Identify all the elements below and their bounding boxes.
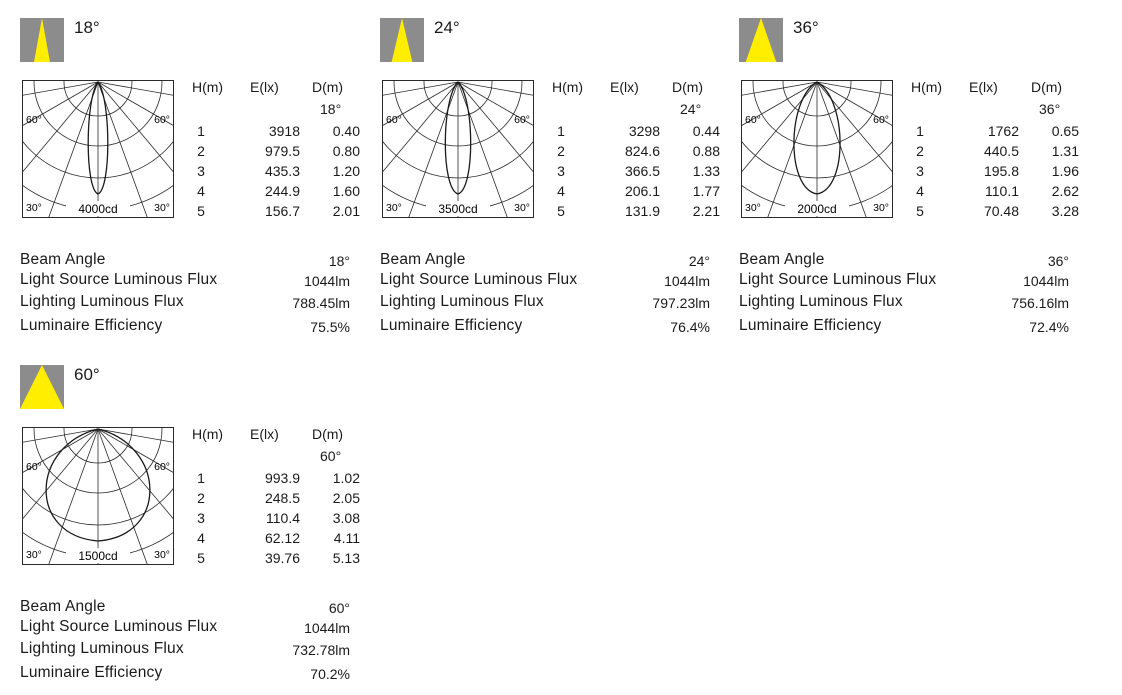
spec-value: 1044lm (1023, 273, 1069, 289)
cell-h: 3 (916, 163, 924, 179)
cell-d: 3.28 (1051, 203, 1079, 219)
header-height: H(m) (911, 79, 943, 95)
cell-e: 366.5 (624, 163, 660, 179)
spec-value: 75.5% (310, 319, 350, 335)
cell-e: 3918 (268, 123, 300, 139)
header-diameter: D(m) (312, 79, 344, 95)
polar-label-left-30: 30° (386, 202, 402, 214)
header-illuminance: E(lx) (969, 79, 998, 95)
cell-d: 5.13 (332, 550, 360, 566)
spec-label: Luminaire Efficiency (20, 317, 163, 334)
cell-h: 1 (557, 123, 565, 139)
spec-label: Lighting Luminous Flux (20, 640, 184, 657)
spec-label: Beam Angle (20, 251, 106, 268)
cell-d: 0.80 (332, 143, 360, 159)
cell-e: 206.1 (624, 183, 660, 199)
diameter-angle-label: 60° (320, 448, 342, 464)
cell-h: 1 (197, 470, 205, 486)
cell-e: 110.1 (985, 183, 1019, 199)
spec-value: 1044lm (304, 273, 350, 289)
header-diameter: D(m) (672, 79, 704, 95)
cell-e: 824.6 (624, 143, 660, 159)
cell-h: 5 (197, 203, 205, 219)
polar-label-left-60: 60° (26, 461, 42, 473)
cell-d: 1.02 (332, 470, 360, 486)
cell-h: 5 (197, 550, 205, 566)
cell-e: 131.9 (624, 203, 660, 219)
cell-h: 2 (557, 143, 565, 159)
header-illuminance: E(lx) (250, 426, 279, 442)
polar-label-right-30: 30° (154, 202, 170, 214)
spec-label: Light Source Luminous Flux (20, 271, 218, 288)
cell-e: 993.9 (264, 470, 300, 486)
beam-cone-icon (20, 18, 64, 62)
spec-value: 797.23lm (652, 295, 710, 311)
polar-label-left-30: 30° (26, 549, 42, 561)
spec-value: 70.2% (310, 666, 350, 682)
candela-label: 4000cd (78, 202, 118, 216)
cell-h: 4 (197, 530, 205, 546)
header-diameter: D(m) (312, 426, 344, 442)
spec-value: 756.16lm (1011, 295, 1069, 311)
spec-value: 18° (328, 253, 350, 269)
spec-row-beam-angle (20, 598, 350, 620)
spec-value: 60° (328, 600, 350, 616)
spec-row-source-flux (20, 271, 350, 293)
spec-value: 732.78lm (292, 642, 350, 658)
beam-panel-2 (380, 18, 720, 348)
polar-label-left-30: 30° (26, 202, 42, 214)
spec-value: 24° (688, 253, 710, 269)
beam-angle-title: 18° (74, 18, 100, 37)
spec-label: Luminaire Efficiency (380, 317, 523, 334)
spec-label: Beam Angle (739, 251, 825, 268)
polar-label-left-30: 30° (745, 202, 761, 214)
beam-angle-title: 60° (74, 365, 100, 384)
cell-h: 2 (197, 143, 205, 159)
cell-d: 1.20 (332, 163, 360, 179)
spec-row-efficiency (20, 664, 350, 686)
cell-e: 62.12 (264, 530, 300, 546)
polar-label-right-30: 30° (873, 202, 889, 214)
spec-row-beam-angle (20, 251, 350, 273)
cell-d: 1.77 (692, 183, 720, 199)
spec-row-efficiency (380, 317, 710, 339)
cell-h: 1 (916, 123, 924, 139)
cell-e: 3298 (628, 123, 660, 139)
beam-panel-1 (20, 18, 360, 348)
cell-d: 1.33 (692, 163, 720, 179)
header-illuminance: E(lx) (250, 79, 279, 95)
spec-row-efficiency (739, 317, 1069, 339)
polar-label-left-60: 60° (386, 114, 402, 126)
spec-row-lighting-flux (380, 293, 710, 315)
cell-h: 4 (197, 183, 205, 199)
polar-intensity-diagram (382, 80, 534, 222)
beam-cone-icon (20, 365, 64, 409)
header-diameter: D(m) (1031, 79, 1063, 95)
beam-panel-4 (20, 365, 360, 695)
cell-e: 156.7 (264, 203, 300, 219)
spec-value: 72.4% (1029, 319, 1069, 335)
polar-intensity-diagram (22, 80, 174, 222)
cell-e: 440.5 (983, 143, 1019, 159)
cell-e: 435.3 (264, 163, 300, 179)
spec-label: Luminaire Efficiency (20, 664, 163, 681)
spec-label: Luminaire Efficiency (739, 317, 882, 334)
spec-row-beam-angle (739, 251, 1069, 273)
cell-e: 39.76 (264, 550, 300, 566)
spec-row-efficiency (20, 317, 350, 339)
polar-intensity-diagram (741, 80, 893, 222)
cell-e: 244.9 (264, 183, 300, 199)
spec-label: Beam Angle (380, 251, 466, 268)
polar-intensity-diagram (22, 427, 174, 569)
polar-label-right-60: 60° (154, 114, 170, 126)
spec-row-lighting-flux (739, 293, 1069, 315)
polar-label-right-60: 60° (154, 461, 170, 473)
cell-h: 2 (916, 143, 924, 159)
polar-label-left-60: 60° (26, 114, 42, 126)
spec-row-lighting-flux (20, 640, 350, 662)
beam-angle-title: 36° (793, 18, 819, 37)
header-illuminance: E(lx) (610, 79, 639, 95)
cell-d: 2.05 (332, 490, 360, 506)
cell-d: 1.60 (332, 183, 360, 199)
cell-d: 0.88 (692, 143, 720, 159)
cell-d: 0.65 (1051, 123, 1079, 139)
cell-h: 4 (557, 183, 565, 199)
cell-h: 3 (197, 163, 205, 179)
spec-label: Lighting Luminous Flux (380, 293, 544, 310)
header-height: H(m) (192, 79, 224, 95)
cell-d: 0.44 (692, 123, 720, 139)
beam-panel-3 (739, 18, 1079, 348)
spec-row-source-flux (20, 618, 350, 640)
spec-row-source-flux (739, 271, 1069, 293)
cell-d: 0.40 (332, 123, 360, 139)
cell-h: 5 (557, 203, 565, 219)
spec-value: 1044lm (664, 273, 710, 289)
spec-value: 76.4% (670, 319, 710, 335)
header-height: H(m) (192, 426, 224, 442)
cell-h: 5 (916, 203, 924, 219)
spec-value: 788.45lm (292, 295, 350, 311)
cell-d: 2.21 (692, 203, 720, 219)
cell-e: 110.4 (266, 510, 300, 526)
candela-label: 1500cd (78, 549, 118, 563)
cell-h: 3 (197, 510, 205, 526)
spec-row-source-flux (380, 271, 710, 293)
cell-e: 248.5 (264, 490, 300, 506)
spec-row-lighting-flux (20, 293, 350, 315)
polar-label-right-30: 30° (514, 202, 530, 214)
candela-label: 2000cd (797, 202, 837, 216)
cell-d: 4.11 (333, 530, 360, 546)
candela-label: 3500cd (438, 202, 478, 216)
spec-label: Light Source Luminous Flux (739, 271, 937, 288)
spec-label: Beam Angle (20, 598, 106, 615)
cell-h: 3 (557, 163, 565, 179)
cell-e: 70.48 (983, 203, 1019, 219)
spec-label: Lighting Luminous Flux (739, 293, 903, 310)
spec-row-beam-angle (380, 251, 710, 273)
cell-d: 2.01 (332, 203, 360, 219)
cell-d: 3.08 (332, 510, 360, 526)
diameter-angle-label: 18° (320, 101, 342, 117)
spec-value: 1044lm (304, 620, 350, 636)
cell-h: 1 (197, 123, 205, 139)
spec-label: Light Source Luminous Flux (20, 618, 218, 635)
cell-d: 2.62 (1051, 183, 1079, 199)
cell-d: 1.96 (1051, 163, 1079, 179)
polar-label-left-60: 60° (745, 114, 761, 126)
spec-label: Light Source Luminous Flux (380, 271, 578, 288)
cell-h: 4 (916, 183, 924, 199)
cell-e: 195.8 (983, 163, 1019, 179)
cell-h: 2 (197, 490, 205, 506)
polar-label-right-30: 30° (154, 549, 170, 561)
header-height: H(m) (552, 79, 584, 95)
polar-label-right-60: 60° (873, 114, 889, 126)
cell-e: 979.5 (264, 143, 300, 159)
diameter-angle-label: 36° (1039, 101, 1061, 117)
beam-cone-icon (380, 18, 424, 62)
spec-value: 36° (1047, 253, 1069, 269)
diameter-angle-label: 24° (680, 101, 702, 117)
beam-cone-icon (739, 18, 783, 62)
cell-e: 1762 (987, 123, 1019, 139)
cell-d: 1.31 (1051, 143, 1079, 159)
spec-label: Lighting Luminous Flux (20, 293, 184, 310)
beam-angle-title: 24° (434, 18, 460, 37)
polar-label-right-60: 60° (514, 114, 530, 126)
